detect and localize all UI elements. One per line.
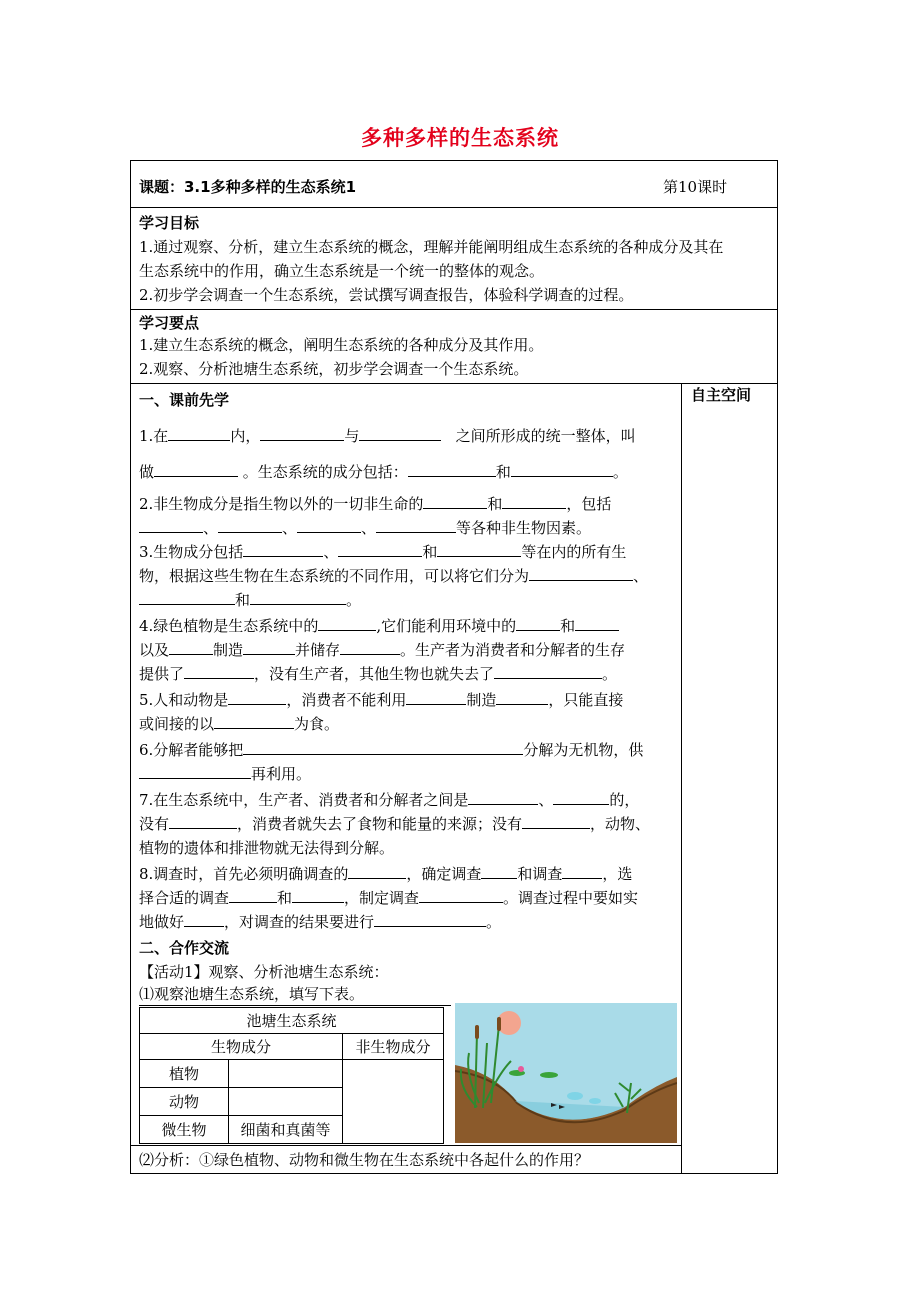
question-3: 3.生物成分包括 、 和 等在内的所有生 xyxy=(139,543,627,561)
row-value xyxy=(229,1060,343,1088)
question-6-cont: 再利用。 xyxy=(139,763,311,784)
activity-step-2: ⑵分析：①绿色植物、动物和微生物在生态系统中各起什么的作用？ xyxy=(139,1151,590,1169)
objective-line: 1.通过观察、分析，建立生态系统的概念，理解并能阐明组成生态系统的各种成分及其在 xyxy=(139,238,724,256)
worksheet-frame xyxy=(130,160,778,1174)
row-label: 植物 xyxy=(140,1060,229,1088)
divider xyxy=(131,309,777,310)
question-8-cont: 择合适的调查 和 ，制定调查 。调查过程中要如实 xyxy=(139,889,639,907)
row-label: 微生物 xyxy=(140,1116,229,1144)
activity-title: 【活动1】观察、分析池塘生态系统： xyxy=(139,963,389,981)
divider xyxy=(131,1145,681,1146)
question-2: 2.非生物成分是指生物以外的一切非生命的 和 ，包括 xyxy=(139,495,612,513)
row-label: 动物 xyxy=(140,1088,229,1116)
pond-ecosystem-illustration xyxy=(455,1003,677,1143)
document-title: 多种多样的生态系统 xyxy=(361,126,559,150)
table-row xyxy=(140,1060,444,1088)
pond-ecosystem-table xyxy=(139,1007,444,1144)
table-caption: 池塘生态系统 xyxy=(140,1008,444,1034)
abiotic-cell xyxy=(343,1060,444,1144)
preview-heading: 一、课前先学 xyxy=(139,391,230,409)
divider xyxy=(139,1005,451,1006)
cooperate-heading: 二、合作交流 xyxy=(139,939,230,957)
question-2-cont: 、 、 、 等各种非生物因素。 xyxy=(139,517,591,538)
question-1-cont: 做 。生态系统的成分包括： 和 。 xyxy=(139,463,628,481)
objective-line: 2.初步学会调查一个生态系统，尝试撰写调查报告，体验科学调查的过程。 xyxy=(139,286,634,304)
row-value xyxy=(229,1088,343,1116)
question-6: 6.分解者能够把 分解为无机物，供 xyxy=(139,741,644,759)
keypoints-heading: 学习要点 xyxy=(139,314,200,332)
column-header-abiotic: 非生物成分 xyxy=(343,1034,444,1060)
question-7-cont: 没有 ，消费者就失去了食物和能量的来源；没有 ，动物、 xyxy=(139,815,651,833)
keypoint-line: 1.建立生态系统的概念，阐明生态系统的各种成分及其作用。 xyxy=(139,336,544,354)
activity-step-1: ⑴观察池塘生态系统，填写下表。 xyxy=(139,985,365,1003)
question-3-cont: 物，根据这些生物在生态系统的不同作用，可以将它们分为 、 xyxy=(139,567,649,585)
lesson-period: 第10课时 xyxy=(663,178,728,196)
row-value: 细菌和真菌等 xyxy=(229,1116,343,1144)
question-5-cont: 或间接的以 为食。 xyxy=(139,715,340,733)
divider xyxy=(131,207,777,208)
question-1: 1.在 内， 与 之间所形成的统一整体，叫 xyxy=(139,427,636,445)
side-column-heading: 自主空间 xyxy=(691,386,752,404)
question-5: 5.人和动物是 ，消费者不能利用 制造 ，只能直接 xyxy=(139,691,624,709)
question-8-cont: 地做好 ，对调查的结果要进行 。 xyxy=(139,913,502,931)
question-7: 7.在生态系统中，生产者、消费者和分解者之间是 、 的， xyxy=(139,791,640,809)
lesson-topic: 课题：3.1多种多样的生态系统1 xyxy=(139,178,357,196)
column-divider xyxy=(681,383,682,1173)
question-3-cont: 和 。 xyxy=(139,589,361,610)
question-4: 4.绿色植物是生态系统中的 ,它们能利用环境中的 和 xyxy=(139,615,619,636)
question-7-cont: 植物的遗体和排泄物就无法得到分解。 xyxy=(139,839,395,857)
keypoint-line: 2.观察、分析池塘生态系统，初步学会调查一个生态系统。 xyxy=(139,360,529,378)
question-8: 8.调查时，首先必须明确调查的 ，确定调查 和调查 ，选 xyxy=(139,865,633,883)
question-4-cont: 以及 制造 并储存 。生产者为消费者和分解者的生存 xyxy=(139,641,626,659)
objective-line: 生态系统中的作用，确立生态系统是一个统一的整体的观念。 xyxy=(139,262,545,280)
column-header-biotic: 生物成分 xyxy=(140,1034,343,1060)
objectives-heading: 学习目标 xyxy=(139,214,200,232)
question-4-cont: 提供了 ，没有生产者，其他生物也就失去了 。 xyxy=(139,665,618,683)
